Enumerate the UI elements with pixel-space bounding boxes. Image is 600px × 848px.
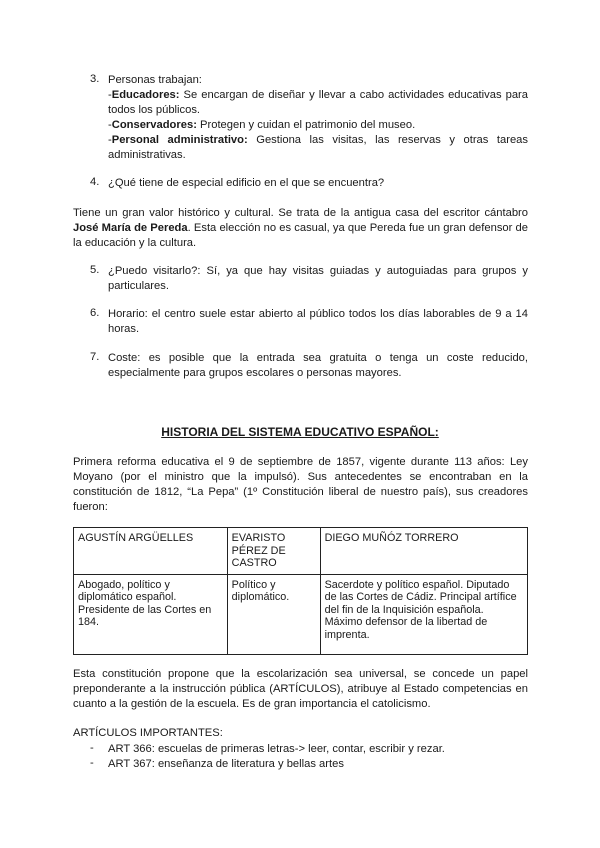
personal-line: -Personal administrativo: Gestiona las visitas, las reservas y otras tareas [108,134,528,146]
history-line-2: Moyano (por el ministro que la impulsó). Sus antecedentes se encontraban en la [73,471,528,483]
item-7-block [108,351,528,381]
personal-text: Gestiona las visitas, las reservas y otras tareas [247,134,528,146]
constitution-paragraph [73,667,528,712]
section-title: HISTORIA DEL SISTEMA EDUCATIVO ESPAÑOL: [161,425,439,439]
constitution-line-3: cuanto a la gestión de la escuela. Es de gran importancia el catolicismo. [73,698,431,710]
history-line-3: constitución de 1812, “La Pepa” (1º Constitución liberal de nuestro país), sus creadores [73,486,528,498]
item-6-number: 6. [90,307,100,319]
articles-heading: ARTÍCULOS IMPORTANTES: [73,727,223,739]
table-cell: Sacerdote y político español. Diputado de las Cortes de Cádiz. Principal artífice del fin de la Inquisición española. Máximo defensor de la libertad de imprenta. [320,574,527,654]
table-cell: Abogado, político y diplomático español. Presidente de las Cortes en 184. [74,574,228,654]
item-5-line-1: ¿Puedo visitarlo?: Sí, ya que hay visitas guiadas y autoguiadas para grupos y [108,265,528,277]
bullet-dash: - [90,742,94,754]
item-6-block [108,307,528,337]
building-line-2-rest: . Esta elección no es casual, ya que Pereda fue un gran defensor de [187,222,528,234]
table-header-cell: AGUSTÍN ARGÜELLES [74,528,228,575]
personal-label: Personal administrativo: [111,134,248,146]
item-7-number: 7. [90,351,100,363]
building-line-1: Tiene un gran valor histórico y cultural. Se trata de la antigua casa del escritor cántabro [73,207,528,219]
table-cell: Político y diplomático. [227,574,320,654]
article-item: ART 367: enseñanza de literatura y bellas artes [108,758,344,770]
table-header-cell: DIEGO MUÑÓZ TORRERO [320,528,527,575]
creators-table [73,527,528,655]
building-line-3: la educación y la cultura. [73,237,197,249]
constitution-line-2: preponderante a la instrucción pública (ARTÍCULOS), atribuye al Estado competencias en [73,683,528,695]
item-4-text: ¿Qué tiene de especial edificio en el que se encuentra? [108,177,385,189]
bullet-dash: - [90,757,94,769]
item-6-line-1: Horario: el centro suele estar abierto al público todos los días laborables de 9 a 14 [108,308,528,320]
item-3-number: 3. [90,73,100,85]
conservadores-text: Protegen y cuidan el patrimonio del museo. [196,119,416,131]
table-header-row [74,528,528,575]
item-5-number: 5. [90,264,100,276]
item-7-line-2: especialmente para grupos escolares o personas mayores. [108,367,402,379]
history-paragraph [73,455,528,515]
history-line-1: Primera reforma educativa el 9 de septiembre de 1857, vigente durante 113 años: Ley [73,456,528,468]
conservadores-line: -Conservadores: Protegen y cuidan el patrimonio del museo. [108,119,416,131]
item-5-line-2: particulares. [108,280,169,292]
educadores-line-2: todos los públicos. [108,104,201,116]
history-line-4: fueron: [73,501,108,513]
item-3-block [108,73,528,163]
table-header-cell: EVARISTO PÉREZ DE CASTRO [227,528,320,575]
constitution-line-1: Esta constitución propone que la escolarización sea universal, se concede un papel [73,668,528,680]
item-5-block [108,264,528,294]
table-row [74,574,528,654]
item-7-line-1: Coste: es posible que la entrada sea gratuita o tenga un coste reducido, [108,352,528,364]
item-6-line-2: horas. [108,323,140,335]
building-paragraph [73,206,528,251]
item-3-heading: Personas trabajan: [108,74,202,86]
building-line-2 [73,221,528,236]
conservadores-label: Conservadores: [111,119,197,131]
item-4-number: 4. [90,176,100,188]
educadores-label: Educadores: [111,89,180,101]
educadores-line: -Educadores: Se encargan de diseñar y llevar a cabo actividades educativas para [108,89,528,101]
author-name: José María de Pereda [73,222,188,234]
educadores-text: Se encargan de diseñar y llevar a cabo actividades educativas para [179,89,528,101]
personal-line-2: administrativas. [108,149,186,161]
article-item: ART 366: escuelas de primeras letras-> leer, contar, escribir y rezar. [108,743,445,755]
